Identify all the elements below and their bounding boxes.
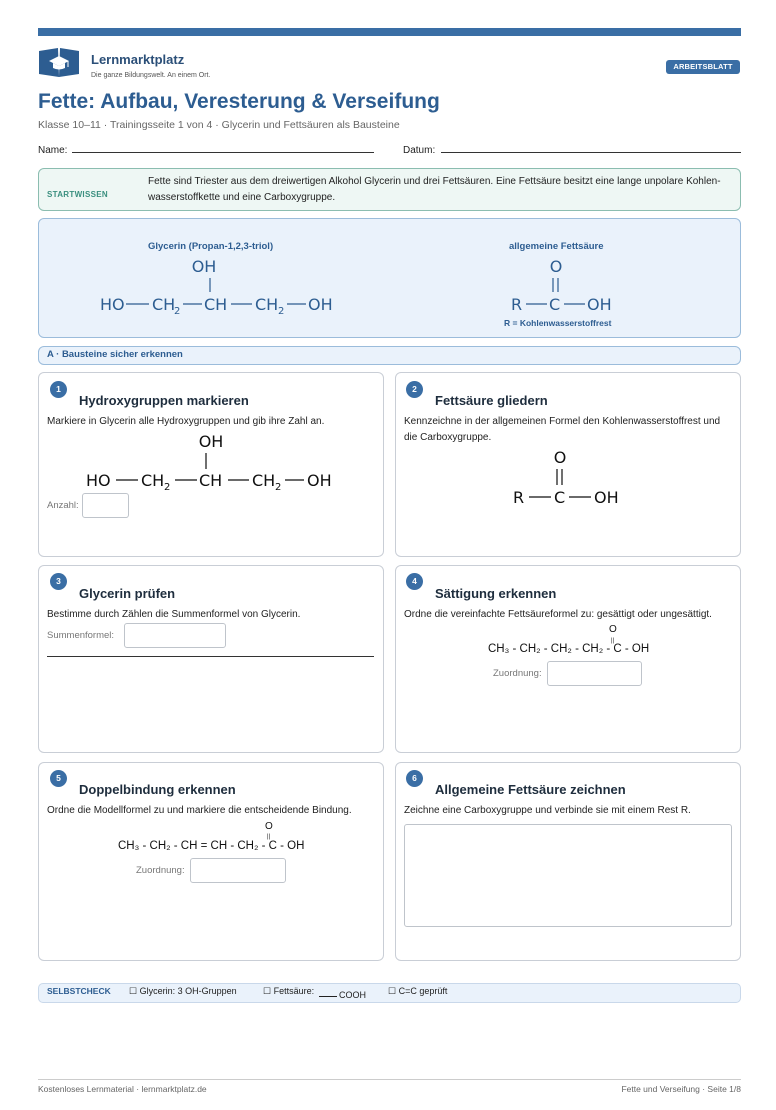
svg-text:O: O: [553, 448, 567, 467]
task-2-acid-formula: [395, 443, 739, 513]
svg-text:2: 2: [174, 306, 181, 317]
footer-left: Kostenloses Lernmaterial · lernmarktplatz.de: [38, 1084, 207, 1094]
task-4-formula: CH₃ - CH₂ - CH₂ - CH₂ - C - OH: [488, 643, 650, 655]
startwissen-text: Fette sind Triester aus dem dreiwertigen Alkohol Glycerin und drei Fettsäuren. Eine Fettsäure besitzt eine lange unpolare Kohlen-wasserstoffkette und eine Carboxygruppe.: [148, 176, 721, 203]
count-label: Anzahl:: [47, 500, 79, 511]
section-a-label: A · Bausteine sicher erkennen: [47, 349, 183, 360]
task-title-6: Allgemeine Fettsäure zeichnen: [435, 782, 626, 797]
task-title-4: Sättigung erkennen: [435, 586, 557, 601]
task-number-4: 4: [406, 573, 423, 590]
footer-divider: [38, 1079, 741, 1080]
r-note: R = Kohlenwasserstoffrest: [504, 318, 612, 328]
brand-name: Lernmarktplatz: [91, 52, 185, 67]
task-text-2: Kennzeichne in der allgemeinen Formel den Kohlenwasserstoffrest und die Carboxygruppe.: [404, 416, 721, 443]
task-text-4: Ordne die vereinfachte Fettsäureformel zu: gesättigt oder ungesättigt.: [404, 609, 712, 620]
task-text-6: Zeichne eine Carboxygruppe und verbinde sie mit einem Rest R.: [404, 805, 691, 816]
svg-text:2: 2: [164, 482, 171, 493]
task-4-carbonyl-o: O: [609, 624, 617, 635]
footer-right: Fette und Verseifung · Seite 1/8: [621, 1084, 741, 1094]
glycerin-title: Glycerin (Propan-1,2,3-triol): [148, 241, 274, 252]
svg-text:OH: OH: [594, 488, 619, 507]
selfcheck-blank: [319, 996, 337, 997]
glycerin-oh-right: OH: [308, 295, 333, 314]
task-4-assign-label: Zuordnung:: [493, 668, 542, 679]
sum-formula-label: Summenformel:: [47, 630, 115, 641]
task-title-3: Glycerin prüfen: [79, 586, 176, 601]
glycerin-ch2-a: CH: [152, 295, 176, 314]
acid-c: C: [549, 295, 561, 314]
svg-text:2: 2: [275, 482, 282, 493]
task-5-assign-input[interactable]: [190, 858, 286, 883]
glycerin-ho: HO: [100, 295, 125, 314]
svg-text:R: R: [513, 488, 525, 507]
acid-oh: OH: [587, 295, 612, 314]
svg-text:CH: CH: [252, 471, 276, 490]
task-number-5: 5: [50, 770, 67, 787]
glycerin-oh-top: OH: [191, 257, 217, 276]
date-field[interactable]: [441, 152, 741, 153]
top-accent-bar: [38, 28, 741, 36]
task-5-assign-label: Zuordnung:: [136, 865, 185, 876]
sum-formula-input[interactable]: [124, 623, 226, 648]
task-5-formula: CH₃ - CH₂ - CH = CH - CH₂ - C - OH: [118, 840, 305, 852]
drawing-area[interactable]: [404, 824, 732, 927]
task-title-1: Hydroxygruppen markieren: [79, 393, 249, 408]
worksheet-badge: ARBEITSBLATT: [666, 60, 740, 74]
reference-formulas: [38, 218, 739, 336]
startwissen-label: STARTWISSEN: [47, 190, 108, 199]
task-number-3: 3: [50, 573, 67, 590]
svg-text:CH: CH: [199, 471, 223, 490]
name-label: Name:: [38, 145, 68, 156]
glycerin-ch2-b: CH: [255, 295, 279, 314]
svg-text:OH: OH: [307, 471, 332, 490]
glycerin-ch: CH: [204, 295, 228, 314]
date-label: Datum:: [403, 145, 436, 156]
task-title-5: Doppelbindung erkennen: [79, 782, 236, 797]
page-title: Fette: Aufbau, Veresterung & Verseifung: [38, 90, 440, 113]
name-field[interactable]: [72, 152, 374, 153]
task-4-assign-input[interactable]: [547, 661, 642, 686]
svg-text:OH: OH: [198, 432, 224, 451]
task-5-double-bond: ||: [267, 834, 271, 840]
acid-r: R: [511, 295, 523, 314]
page-subtitle: Klasse 10–11 · Trainingsseite 1 von 4 · Glycerin und Fettsäuren als Bausteine: [38, 119, 400, 131]
brand-tagline: Die ganze Bildungswelt. An einem Ort.: [91, 72, 211, 79]
selfcheck-label: SELBSTCHECK: [47, 986, 111, 996]
svg-text:2: 2: [278, 306, 285, 317]
selfcheck-item-double-bond[interactable]: ☐ C=C geprüft: [388, 986, 448, 996]
task-4-double-bond: ||: [611, 638, 615, 644]
task-number-6: 6: [406, 770, 423, 787]
task-number-2: 2: [406, 381, 423, 398]
svg-text:HO: HO: [86, 471, 111, 490]
svg-text:CH: CH: [141, 471, 165, 490]
task-text-5: Ordne die Modellformel zu und markiere die entscheidende Bindung.: [47, 805, 352, 816]
selfcheck-cooh: COOH: [339, 990, 366, 1000]
answer-line[interactable]: [47, 656, 374, 657]
fatty-acid-title: allgemeine Fettsäure: [509, 241, 604, 252]
task-title-2: Fettsäure gliedern: [435, 393, 548, 408]
task-text-3: Bestimme durch Zählen die Summenformel von Glycerin.: [47, 609, 301, 620]
svg-text:C: C: [554, 488, 566, 507]
task-5-carbonyl-o: O: [265, 821, 273, 832]
task-number-1: 1: [50, 381, 67, 398]
graduation-book-icon: [38, 45, 80, 79]
acid-o: O: [549, 257, 563, 276]
task-text-1: Markiere in Glycerin alle Hydroxygruppen und gib ihre Zahl an.: [47, 416, 325, 427]
selfcheck-item-acid[interactable]: ☐ Fettsäure:: [263, 986, 315, 996]
task-1-glycerin-formula: [38, 425, 382, 497]
count-input[interactable]: [82, 493, 129, 518]
selfcheck-item-glycerin[interactable]: ☐ Glycerin: 3 OH-Gruppen: [129, 986, 237, 996]
